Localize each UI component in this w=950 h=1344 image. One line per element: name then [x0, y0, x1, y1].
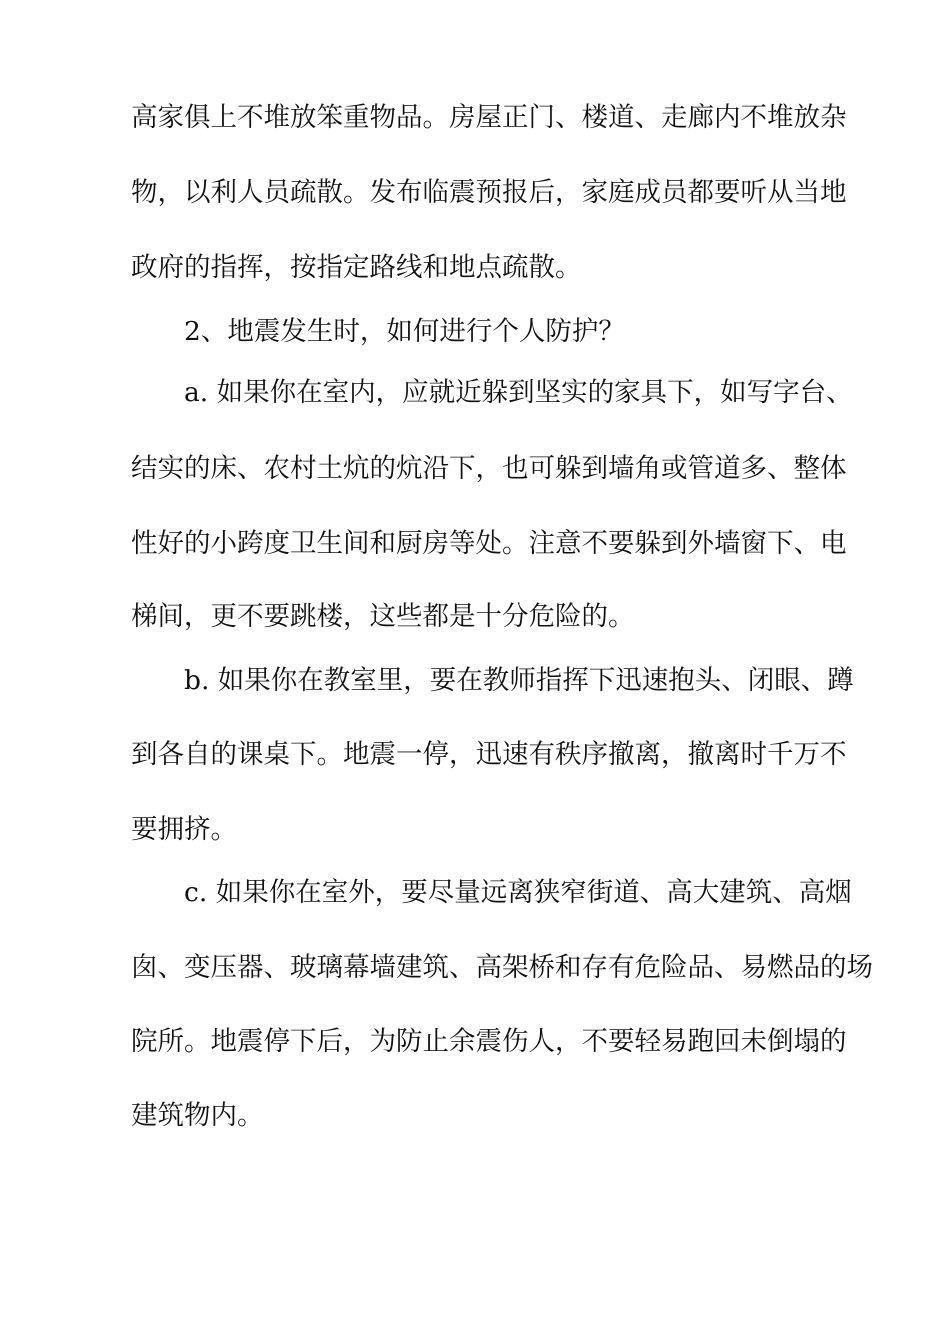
- paragraph-line: 建筑物内。: [131, 1100, 264, 1131]
- paragraph-line: 高家俱上不堆放笨重物品。房屋正门、楼道、走廊内不堆放杂: [131, 102, 847, 133]
- paragraph-line: 政府的指挥，按指定路线和地点疏散。: [131, 252, 582, 283]
- paragraph-line: 结实的床、农村土炕的炕沿下，也可躲到墙角或管道多、整体: [131, 453, 847, 484]
- paragraph-line: 要拥挤。: [131, 814, 237, 845]
- paragraph-line: 囱、变压器、玻璃幕墙建筑、高架桥和存有危险品、易燃品的场: [131, 952, 873, 983]
- paragraph-line: a. 如果你在室内，应就近躲到坚实的家具下，如写字台、: [184, 377, 853, 408]
- paragraph-line: 性好的小跨度卫生间和厨房等处。注意不要躲到外墙窗下、电: [131, 528, 847, 559]
- paragraph-line: 到各自的课桌下。地震一停，迅速有秩序撤离，撤离时千万不: [131, 739, 847, 770]
- paragraph-line: 院所。地震停下后，为防止余震伤人，不要轻易跑回未倒塌的: [131, 1026, 847, 1057]
- paragraph-line: c. 如果你在室外，要尽量远离狭窄街道、高大建筑、高烟: [184, 877, 852, 908]
- paragraph-line: 梯间，更不要跳楼，这些都是十分危险的。: [131, 601, 635, 632]
- section-heading: 2、地震发生时，如何进行个人防护？: [184, 316, 625, 347]
- paragraph-line: 物，以利人员疏散。发布临震预报后，家庭成员都要听从当地: [131, 177, 847, 208]
- paragraph-line: b. 如果你在教室里，要在教师指挥下迅速抱头、闭眼、蹲: [184, 665, 854, 696]
